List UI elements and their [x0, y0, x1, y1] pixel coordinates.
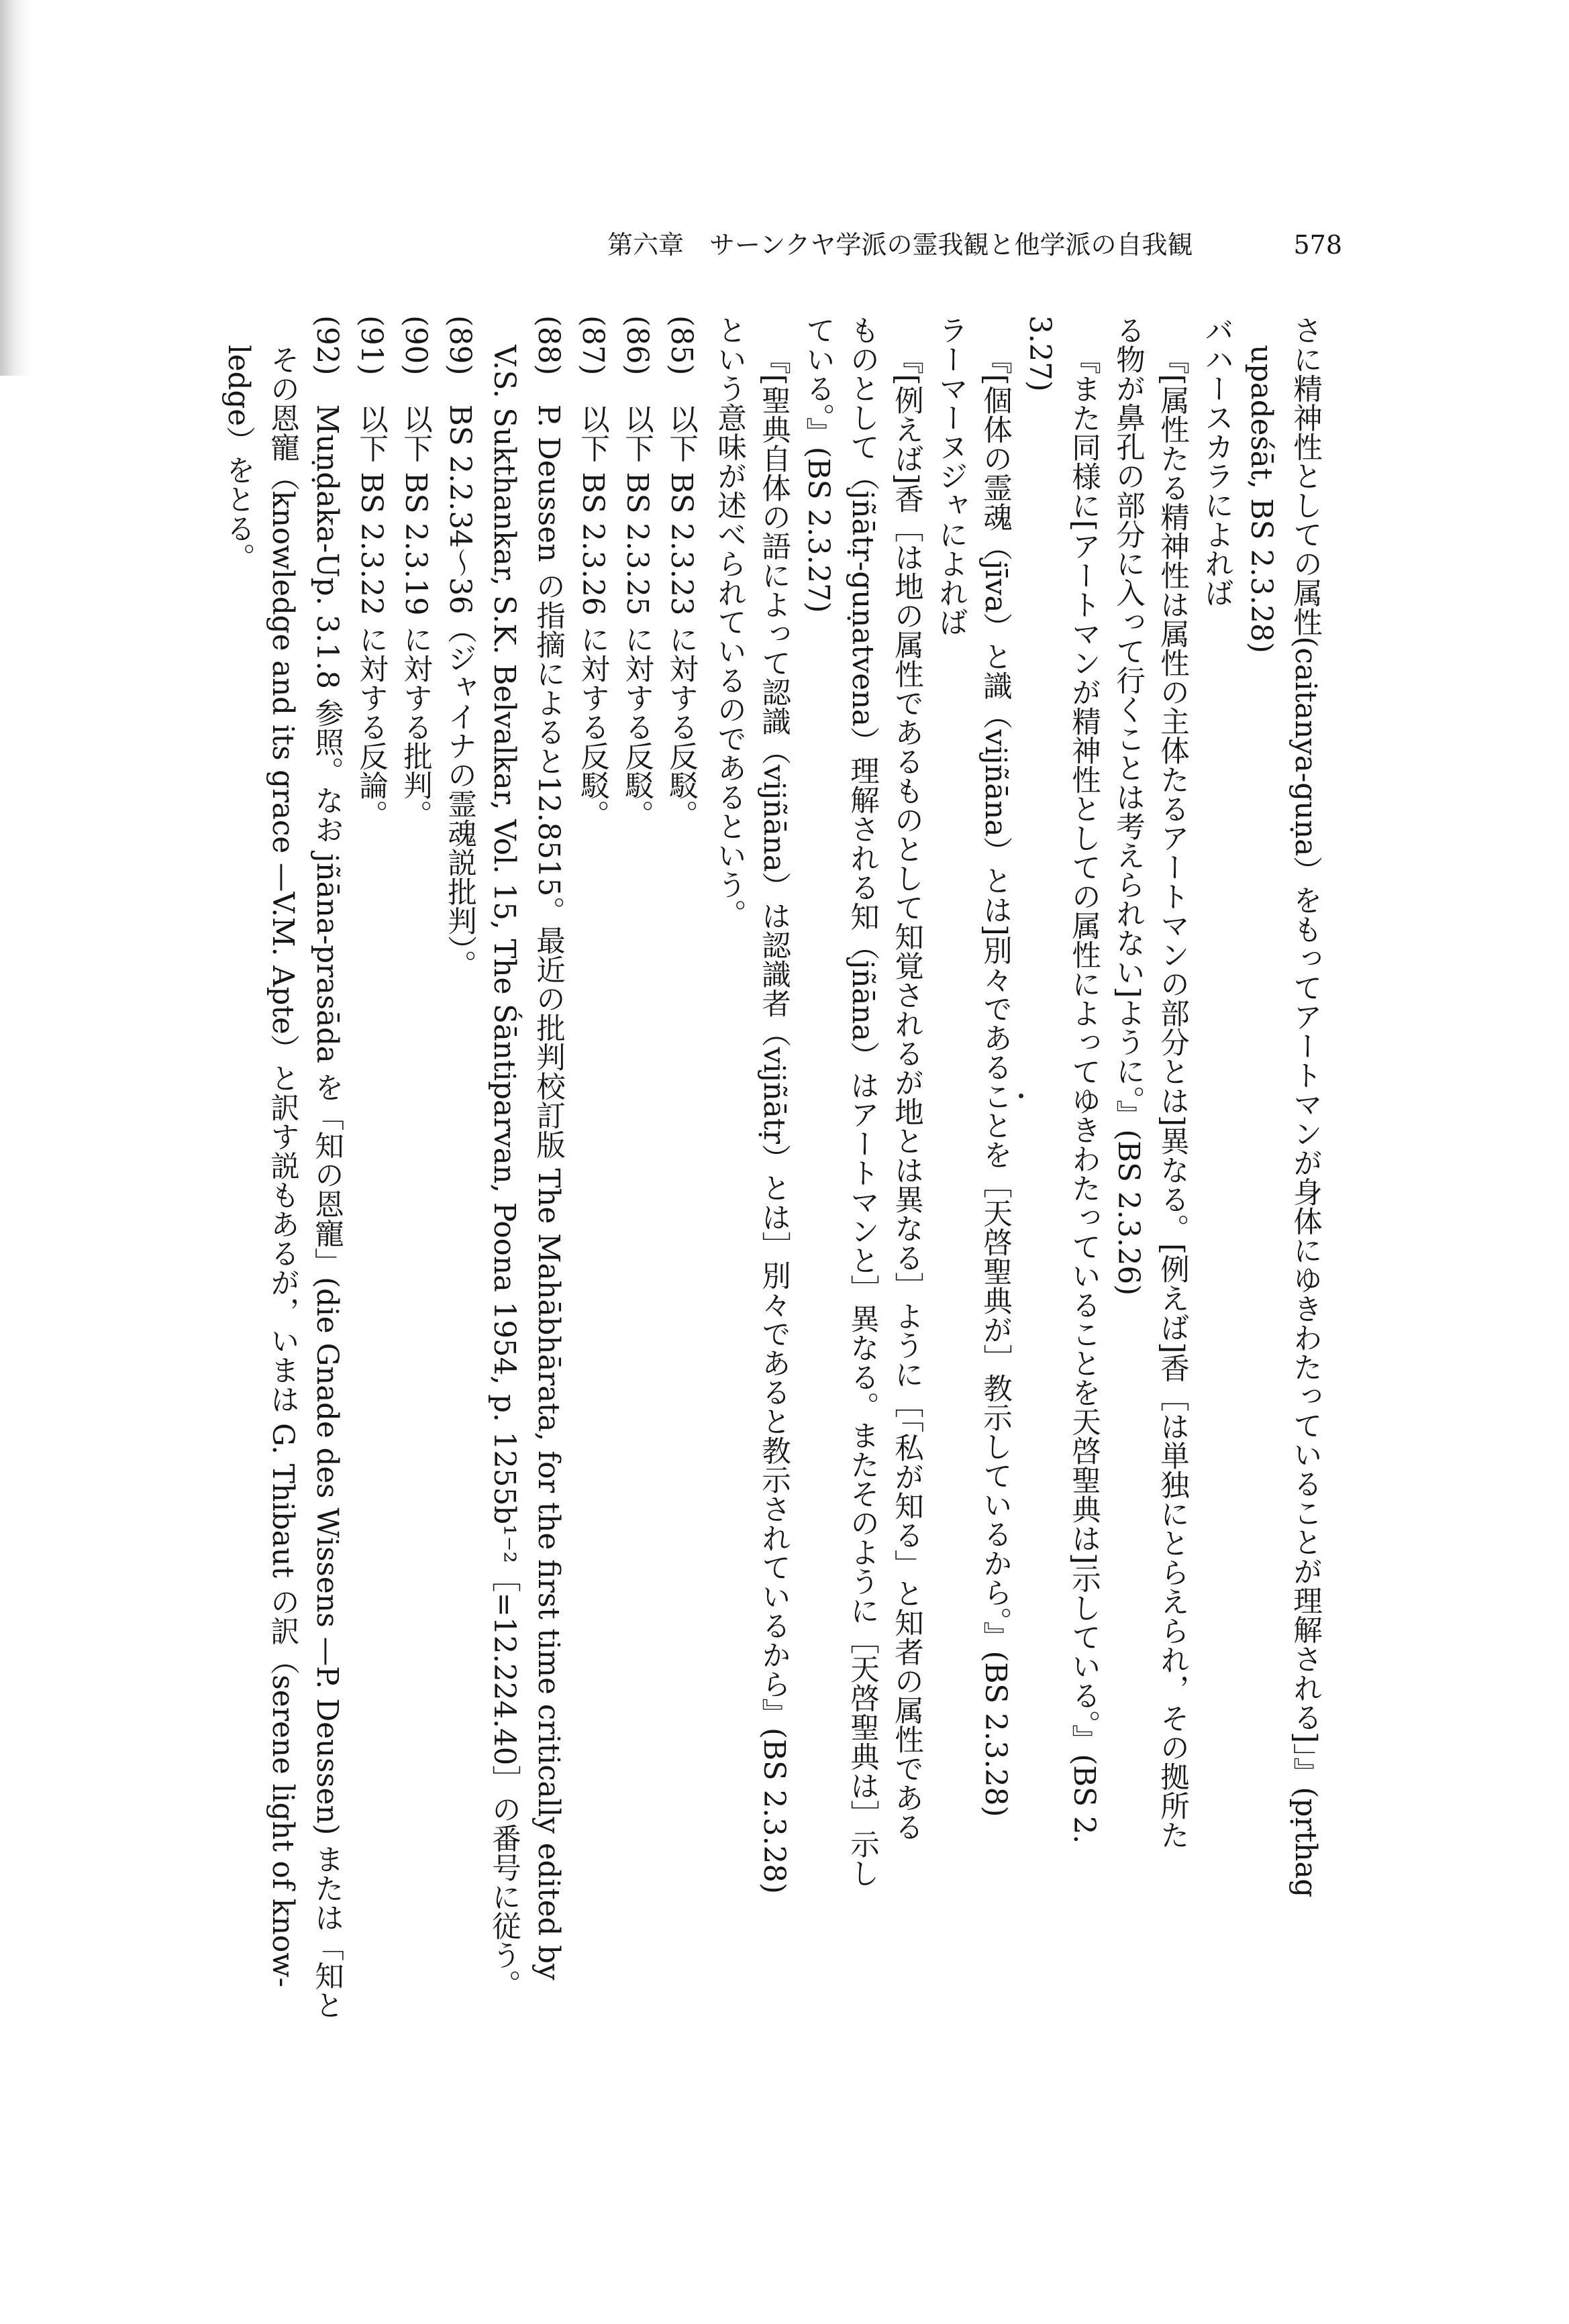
body-line: 『[聖典自体の語によって認識（vijñāna）は認識者（vijñātṛ）とは］別々であると教示されているから』(BS 2.3.28) — [757, 345, 791, 1894]
body-line: 『[例えば]香［は地の属性であるものとして知覚されるが地とは異なる］ように［「私が知る」と知者の属性である — [890, 345, 923, 1842]
page-body — [216, 315, 1327, 2087]
footnote-number: (92) — [310, 315, 344, 376]
footnote-88-continued: V.S. Sukthankar, S.K. Belvalkar, Vol. 15, The Śāntiparvan, Poona 1954, p. 1255b¹⁻²［=12.224.40］の番号に従う。 — [487, 345, 521, 1999]
body-line: upadeśāt, BS 2.3.28) — [1244, 345, 1278, 653]
body-line: 『[属性たる精神性は属性の主体たるアートマンの部分とは]異なる。[例えば]香［は単独にとらえられ，その拠所た — [1156, 345, 1189, 1850]
footnote-90 — [393, 315, 438, 2087]
footnote-92 — [305, 315, 349, 2087]
footnote-89 — [438, 315, 482, 2087]
footnote-text: P. Deussen の指摘によると12.8515。最近の批判校訂版 The Mahābhārata, for the first time critically edited by — [532, 404, 565, 1980]
footnote-number: (87) — [576, 315, 609, 376]
footnote-number: (86) — [620, 315, 654, 376]
footnote-85 — [659, 315, 703, 2087]
footnote-text: BS 2.2.34～36（ジャイナの霊魂説批判）。 — [443, 404, 476, 980]
body-line: 『また同様に[アートマンが精神性としての属性によってゆきわたっていることを天啓聖典は]示している。』(BS 2. — [1067, 345, 1101, 1844]
footnote-number: (91) — [354, 315, 388, 376]
footnote-number: (85) — [664, 315, 698, 376]
footnote-number: (88) — [532, 315, 565, 376]
footnote-text: 以下 BS 2.3.26 に対する反駁。 — [576, 404, 609, 829]
footnote-92-continued: ledge）をとる。 — [221, 345, 255, 572]
running-head — [607, 221, 1342, 268]
body-line: という意味が述べられているのであるという。 — [713, 315, 746, 929]
body-line: さに精神性としての属性(caitanya-guṇa）をもってアートマンが身体にゆきわたっていることが理解される]」』(pṛthag — [1288, 315, 1322, 1898]
footnote-number: (89) — [443, 315, 476, 376]
footnote-text: 以下 BS 2.3.22 に対する反論。 — [354, 404, 388, 829]
footnote-86 — [615, 315, 659, 2087]
chapter-title: 第六章 サーンクヤ学派の霊我観と他学派の自我観 — [607, 230, 1193, 260]
footnote-91 — [349, 315, 393, 2087]
body-line: バハースカラによれば — [1200, 315, 1233, 607]
body-line: ラーマーヌジャによれば — [934, 315, 968, 637]
body-line: る物が鼻孔の部分に入って行くことは考えられない]ように。』(BS 2.3.26) — [1111, 315, 1145, 1296]
scan-edge-shadow — [0, 0, 31, 376]
footnote-87 — [570, 315, 615, 2087]
body-line: ている。』(BS 2.3.27) — [801, 315, 835, 613]
body-line: ものとして（jñātṛ-guṇatvena）理解される知（jñāna）はアートマンと］異なる。またそのように［天啓聖典は］示し — [846, 315, 879, 1888]
body-line: 3.27) — [1023, 315, 1056, 392]
footnote-text: 以下 BS 2.3.25 に対する反駁。 — [620, 404, 654, 829]
footnote-text: Muṇḍaka-Up. 3.1.8 参照。なお jñāna-prasāda を「知の恩寵」(die Gnade des Wissens —P. Deussen) または「知と — [310, 404, 344, 2020]
footnote-92-continued: その恩寵（knowledge and its grace —V.M. Apte）と訳す説もあるが，いまは G. Thibaut の訳（serene light of know- — [266, 345, 299, 1988]
footnote-text: 以下 BS 2.3.23 に対する反駁。 — [664, 404, 698, 829]
footnote-number: (90) — [399, 315, 432, 376]
body-line: 『[個体の霊魂（jīva）と識（vijñāna）とは]別々であることを［天啓聖典が］教示しているから。』(BS 2.3.28) — [978, 345, 1012, 1817]
footnote-text: 以下 BS 2.3.19 に対する批判。 — [399, 404, 432, 829]
page-number: 578 — [1293, 230, 1342, 260]
footnote-88 — [526, 315, 570, 2087]
